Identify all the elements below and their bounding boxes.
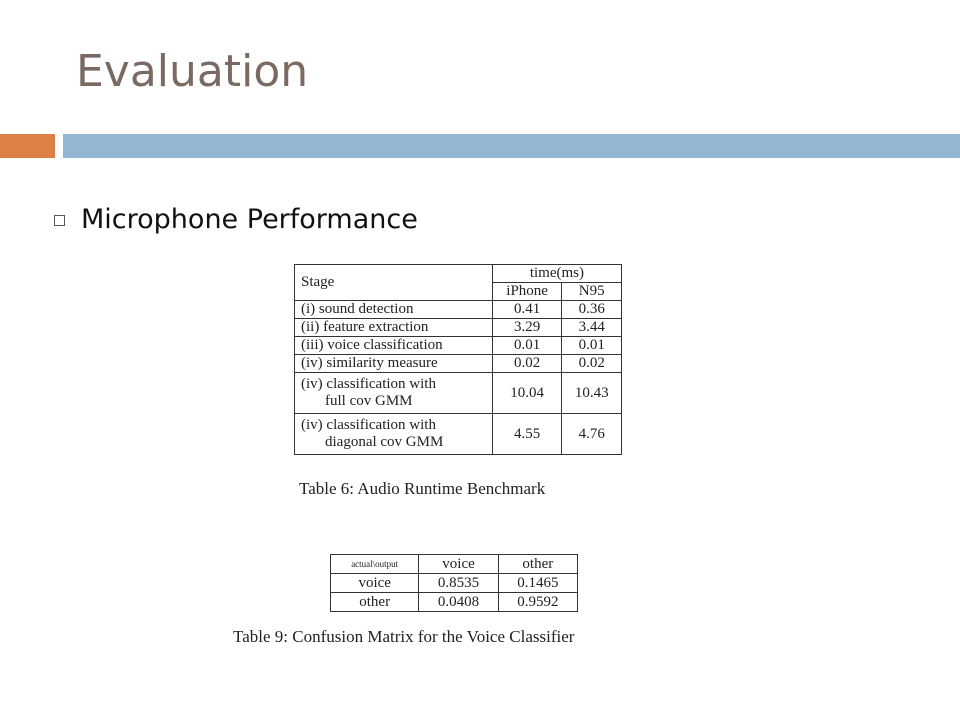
row-label: other	[331, 593, 419, 612]
slide-title: Evaluation	[76, 46, 309, 97]
confusion-matrix-table	[330, 554, 578, 612]
table-row	[295, 373, 622, 414]
benchmark-caption: Table 6: Audio Runtime Benchmark	[299, 479, 546, 498]
stage-cell: (i) sound detection	[295, 301, 493, 319]
title-accent-bar	[0, 134, 55, 158]
n95-time-cell: 10.43	[562, 373, 622, 414]
stage-header: Stage	[295, 265, 493, 301]
n95-time-cell: 0.02	[562, 355, 622, 373]
voice-col-header: voice	[419, 555, 498, 574]
stage-line-2: diagonal cov GMM	[325, 434, 444, 450]
stage-line-2: full cov GMM	[325, 393, 413, 409]
iphone-header: iPhone	[492, 283, 562, 301]
time-header: time(ms)	[492, 265, 621, 283]
n95-time-cell: 3.44	[562, 319, 622, 337]
other-col-header: other	[498, 555, 577, 574]
table-row	[331, 593, 578, 612]
matrix-cell: 0.0408	[419, 593, 498, 612]
stage-cell: (iii) voice classification	[295, 337, 493, 355]
row-label: voice	[331, 574, 419, 593]
n95-header: N95	[562, 283, 622, 301]
matrix-cell: 0.8535	[419, 574, 498, 593]
iphone-time-cell: 0.02	[492, 355, 562, 373]
n95-time-cell: 0.01	[562, 337, 622, 355]
title-divider-bar	[63, 134, 960, 158]
confusion-caption: Table 9: Confusion Matrix for the Voice Classifier	[233, 627, 575, 646]
stage-line-1: (iv) classification with	[301, 376, 436, 392]
bullet-text: Microphone Performance	[81, 204, 418, 235]
table-row	[295, 337, 622, 355]
table-row	[295, 355, 622, 373]
iphone-time-cell: 0.01	[492, 337, 562, 355]
iphone-time-cell: 0.41	[492, 301, 562, 319]
iphone-time-cell: 3.29	[492, 319, 562, 337]
table-row	[295, 414, 622, 455]
table-row	[331, 574, 578, 593]
corner-header: actual\output	[331, 555, 419, 574]
matrix-cell: 0.1465	[498, 574, 577, 593]
stage-cell: (ii) feature extraction	[295, 319, 493, 337]
table-header-row	[295, 265, 622, 283]
bullet-item	[54, 204, 418, 235]
stage-line-1: (iv) classification with	[301, 417, 436, 433]
stage-cell: (iv) similarity measure	[295, 355, 493, 373]
n95-time-cell: 0.36	[562, 301, 622, 319]
n95-time-cell: 4.76	[562, 414, 622, 455]
iphone-time-cell: 4.55	[492, 414, 562, 455]
square-bullet-icon	[54, 215, 65, 226]
table-header-row	[331, 555, 578, 574]
table-row	[295, 301, 622, 319]
iphone-time-cell: 10.04	[492, 373, 562, 414]
stage-cell	[295, 414, 493, 455]
stage-cell	[295, 373, 493, 414]
table-row	[295, 319, 622, 337]
runtime-benchmark-table	[294, 264, 622, 455]
matrix-cell: 0.9592	[498, 593, 577, 612]
